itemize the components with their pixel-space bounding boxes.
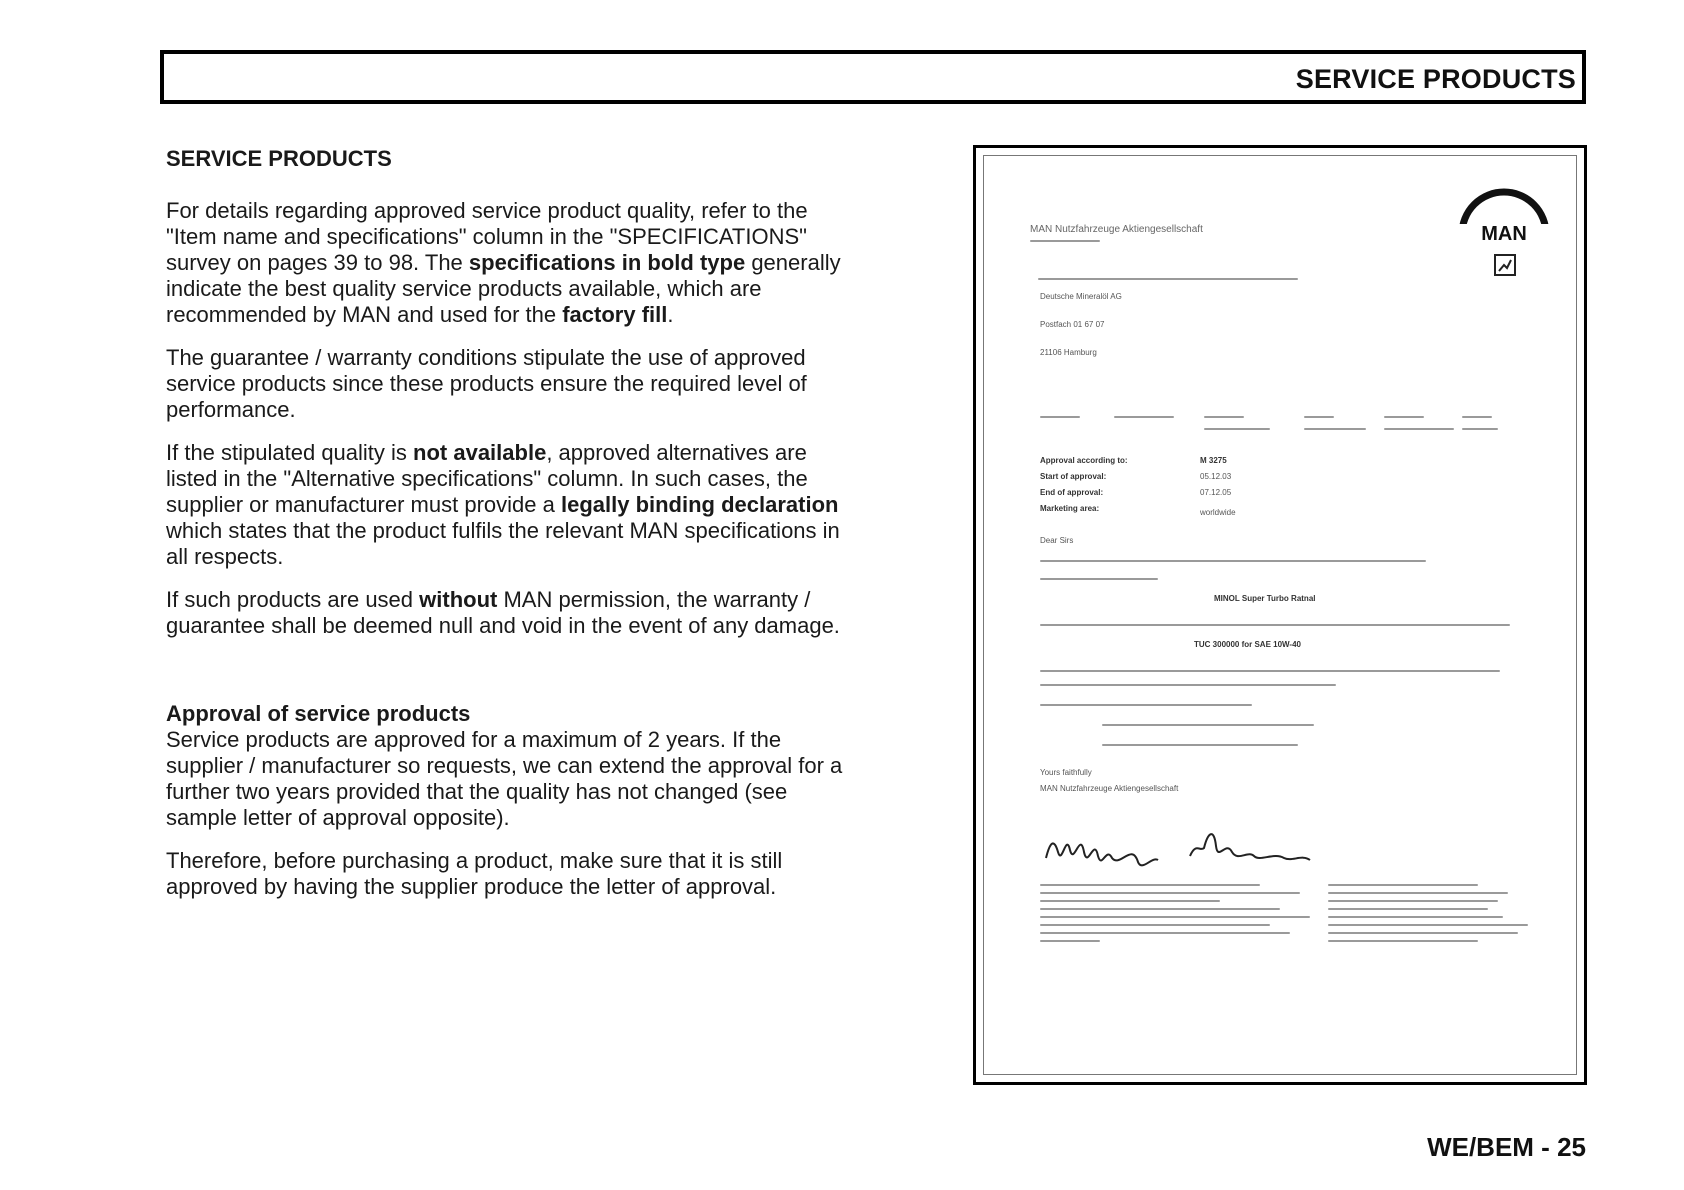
- letter-blur: [1102, 724, 1314, 726]
- man-logo-icon: [1454, 184, 1554, 258]
- letter-recipient: Deutsche Mineralöl AG: [1040, 292, 1122, 301]
- letter-start-label: Start of approval:: [1040, 472, 1107, 481]
- paragraph-details: For details regarding approved service product quality, refer to the "Item name and specifications" column in the "SPECIFICATIONS" survey on pages 39 to 98. The specifications in bold type generally indicate the best quality service products available, which are recommended by MAN and used for the factory fill.: [166, 198, 841, 327]
- letter-blur: [1328, 900, 1498, 902]
- letter-blur: [1040, 684, 1336, 686]
- paragraph-purchase-advice: Therefore, before purchasing a product, make sure that it is still approved by having the supplier produce the letter of approval.: [166, 848, 783, 899]
- letter-blur: [1304, 416, 1334, 418]
- letter-blur: [1040, 624, 1510, 626]
- letter-company: MAN Nutzfahrzeuge Aktiengesellschaft: [1030, 224, 1203, 235]
- letter-blur: [1384, 416, 1424, 418]
- letter-blur: [1040, 932, 1290, 934]
- letter-blur: [1040, 560, 1426, 562]
- main-text-column: [166, 146, 856, 917]
- letter-blur: [1328, 916, 1503, 918]
- letter-blur: [1328, 924, 1528, 926]
- letter-blur: [1040, 704, 1252, 706]
- letter-product: MINOL Super Turbo Ratnal: [1214, 594, 1316, 603]
- paragraph-alternatives: If the stipulated quality is not available, approved alternatives are listed in the "Alternative specifications" column. In such cases, the supplier or manufacturer must provide a legally binding declaration which states that the product fulfils the relevant MAN specifications in all respects.: [166, 440, 840, 569]
- letter-end-value: 07.12.05: [1200, 488, 1232, 497]
- page-number: WE/BEM - 25: [1427, 1132, 1586, 1162]
- approval-heading: Approval of service products: [166, 701, 471, 726]
- letter-blur: [1102, 744, 1298, 746]
- letter-approval-value: M 3275: [1200, 456, 1227, 465]
- letter-blur: [1030, 240, 1100, 242]
- letter-blur: [1462, 428, 1498, 430]
- letter-marketing-value: worldwide: [1200, 508, 1236, 517]
- letter-blur: [1328, 884, 1478, 886]
- letter-product-code: TUC 300000 for SAE 10W-40: [1194, 640, 1301, 649]
- letter-blur: [1040, 416, 1080, 418]
- letter-marketing-label: Marketing area:: [1040, 504, 1100, 513]
- letter-blur: [1304, 428, 1366, 430]
- letter-blur: [1328, 892, 1508, 894]
- letter-closing-company: MAN Nutzfahrzeuge Aktiengesellschaft: [1040, 784, 1179, 793]
- letter-city: 21106 Hamburg: [1040, 348, 1097, 357]
- letter-blur: [1040, 908, 1280, 910]
- page-header-box: [160, 50, 1586, 104]
- letter-blur: [1204, 428, 1270, 430]
- letter-blur: [1114, 416, 1174, 418]
- section-heading: SERVICE PRODUCTS: [166, 146, 392, 171]
- letter-salutation: Dear Sirs: [1040, 536, 1074, 545]
- letter-blur: [1040, 924, 1270, 926]
- svg-text:MAN: MAN: [1481, 223, 1527, 245]
- letter-blur: [1040, 900, 1220, 902]
- signatures-icon: [1040, 812, 1340, 882]
- letter-closing: Yours faithfully: [1040, 768, 1092, 777]
- letter-blur: [1328, 940, 1478, 942]
- paragraph-approval-duration: Service products are approved for a maximum of 2 years. If the supplier / manufacturer so requests, we can extend the approval for a further two years provided that the quality has not changed (see sample letter of approval opposite).: [166, 727, 843, 830]
- letter-blur: [1462, 416, 1492, 418]
- letter-content: [984, 156, 1576, 1074]
- letter-blur: [1038, 278, 1298, 280]
- letter-start-value: 05.12.03: [1200, 472, 1232, 481]
- letter-postbox: Postfach 01 67 07: [1040, 320, 1105, 329]
- letter-blur: [1328, 908, 1488, 910]
- letter-approval-label: Approval according to:: [1040, 456, 1128, 465]
- letter-blur: [1040, 940, 1100, 942]
- letter-blur: [1204, 416, 1244, 418]
- header-title: SERVICE PRODUCTS: [1295, 64, 1576, 94]
- letter-end-label: End of approval:: [1040, 488, 1104, 497]
- paragraph-guarantee: The guarantee / warranty conditions stipulate the use of approved service products since these products ensure the required level of performance.: [166, 345, 807, 422]
- letter-blur: [1040, 578, 1158, 580]
- letter-blur: [1384, 428, 1454, 430]
- letter-blur: [1040, 892, 1300, 894]
- letter-blur: [1040, 670, 1500, 672]
- letter-blur: [1040, 884, 1260, 886]
- letter-blur: [1040, 916, 1310, 918]
- registered-mark-icon: [1494, 254, 1516, 276]
- paragraph-permission: If such products are used without MAN permission, the warranty / guarantee shall be deemed null and void in the event of any damage.: [166, 587, 840, 638]
- letter-page: [983, 155, 1577, 1075]
- sample-approval-letter: [973, 145, 1587, 1085]
- letter-blur: [1328, 932, 1518, 934]
